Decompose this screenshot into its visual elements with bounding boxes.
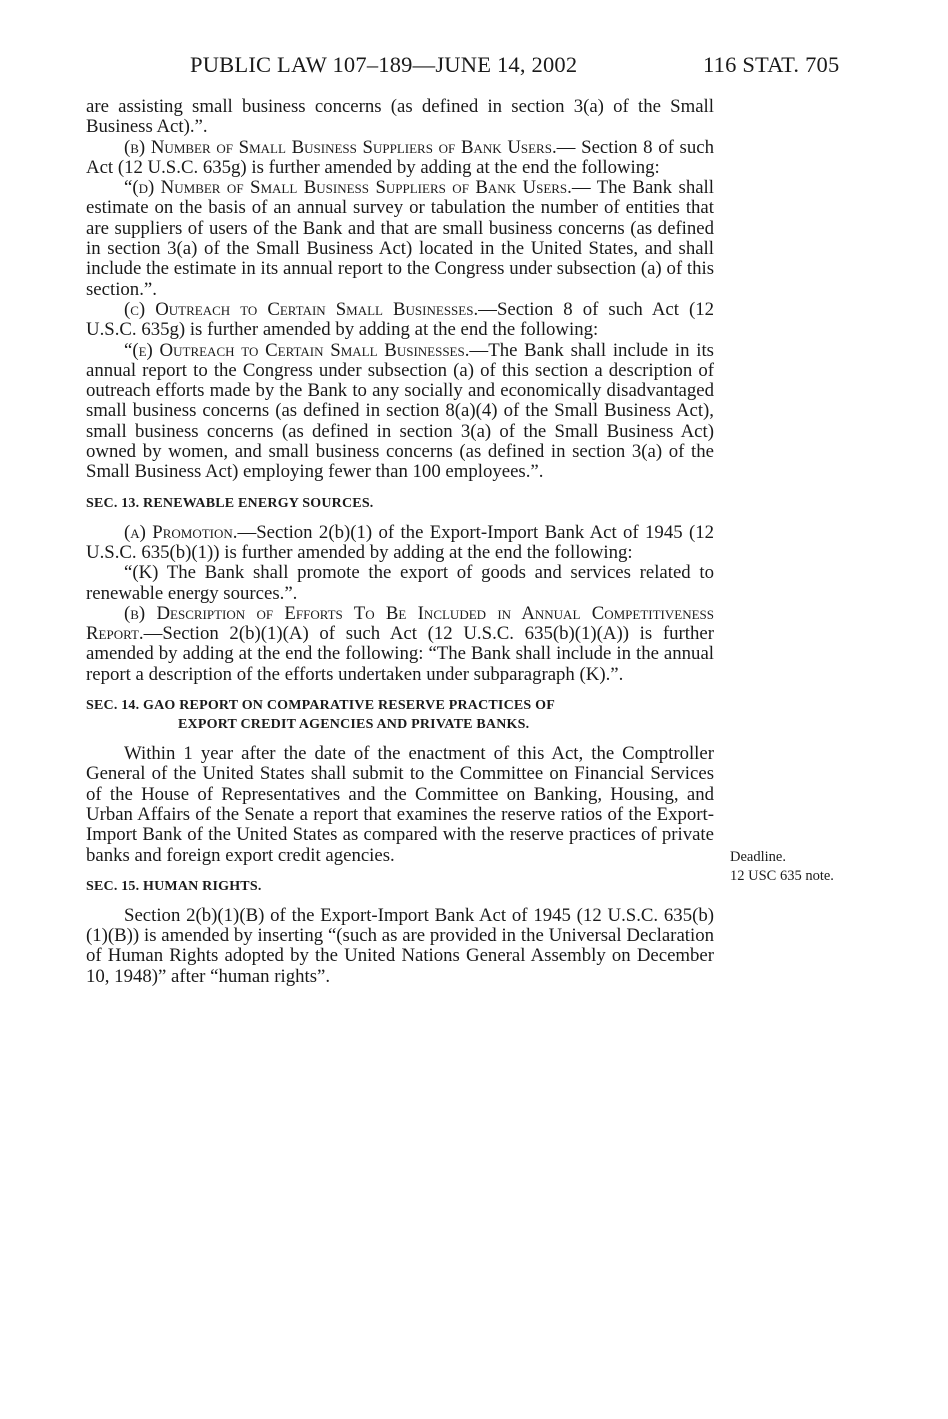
margin-notes xyxy=(730,848,930,886)
paragraph-human-rights: Section 2(b)(1)(B) of the Export-Import Bank Act of 1945 (12 U.S.C. 635(b)(1)(B)) is amended by inserting “(such as are provided in the Universal Declaration of Human Rights adopted by the United Nations General Assembly on December 10, 1948)” after “human rights”. xyxy=(86,904,714,987)
paragraph-b-description-of-efforts xyxy=(86,604,714,685)
paragraph-c-outreach xyxy=(86,300,714,341)
paragraph-text: Section 2(b)(1)(A) of such Act (12 U.S.C. 635(b)(1)(A)) is further amended by adding at the end the following: “The Bank shall include in the annual report a description of the efforts undertaken under subparagraph (K).”. xyxy=(86,623,714,685)
paragraph-continuation: are assisting small business concerns (as defined in section 3(a) of the Small Business Act).”. xyxy=(86,96,714,138)
section-13-heading: SEC. 13. RENEWABLE ENERGY SOURCES. xyxy=(86,495,374,511)
section-14-heading xyxy=(86,696,714,734)
paragraph-heading: (a) Promotion.— xyxy=(124,521,257,543)
paragraph-text: The Bank shall include in its annual report to the Congress under subsection (a) of this section a description of outreach efforts made by the Bank to any socially and economically disadvantaged small business concerns (as defined in section 8(a)(4) of the Small Business Act), small business concerns (as defined in section 3(a) of the Small Business Act) owned by women, and small business concerns (as defined in section 3(a) of the Small Business Act) employing fewer than 100 employees.”. xyxy=(86,339,714,483)
paragraph-text: Section 8 of such Act (12 U.S.C. 635g) is further amended by adding at the end the following: xyxy=(86,136,714,178)
margin-note-deadline: Deadline. xyxy=(730,849,786,865)
paragraph-k-renewable: “(K) The Bank shall promote the export of goods and services related to renewable energy sources.”. xyxy=(86,562,714,604)
paragraph-d-small-business-suppliers xyxy=(86,178,714,300)
paragraph-heading: (b) Number of Small Business Suppliers of Bank Users.— xyxy=(124,136,576,158)
margin-note-usc: 12 USC 635 note. xyxy=(730,868,834,884)
header-title: PUBLIC LAW 107–189—JUNE 14, 2002 xyxy=(190,52,578,77)
header-stat-page: 116 STAT. 705 xyxy=(703,52,840,77)
paragraph-heading: (b) Description of Efforts To Be Included in Annual Competitiveness Report.— xyxy=(86,602,714,645)
paragraph-text: The Bank shall estimate on the basis of an annual survey or tabulation the number of entities that are suppliers of users of the Bank and that are small business concerns (as defined in section 3(a) of the Small Business Act) located in the United States, and shall include the estimate in its annual report to the Congress under subsection (a) of this section.”. xyxy=(86,177,714,300)
spacer xyxy=(86,685,714,696)
paragraph-a-promotion xyxy=(86,523,714,564)
paragraph-heading: “(d) Number of Small Business Suppliers of Bank Users.— xyxy=(124,177,591,199)
paragraph-b-small-business-suppliers xyxy=(86,138,714,179)
spacer xyxy=(86,866,714,877)
running-header xyxy=(0,50,948,80)
section-15-heading: SEC. 15. HUMAN RIGHTS. xyxy=(86,878,262,894)
paragraph-heading: “(e) Outreach to Certain Small Businesses.— xyxy=(124,339,489,361)
paragraph-gao-report: Within 1 year after the date of the enactment of this Act, the Comptroller General of the United States shall submit to the Committee on Financial Services of the House of Representatives and the Committee on Banking, Housing, and Urban Affairs of the Senate a report that examines the reserve ratios of the Export-Import Bank of the United States as compared with the reserve practices of private banks and foreign export credit agencies. xyxy=(86,743,714,866)
paragraph-text: Section 2(b)(1) of the Export-Import Bank Act of 1945 (12 U.S.C. 635(b)(1)) is further amended by adding at the end the following: xyxy=(86,521,714,563)
section-14-heading-line1: SEC. 14. GAO REPORT ON COMPARATIVE RESERVE PRACTICES OF xyxy=(86,698,555,714)
main-text xyxy=(86,97,714,987)
section-14-heading-line2: EXPORT CREDIT AGENCIES AND PRIVATE BANKS. xyxy=(178,717,530,733)
paragraph-heading: (c) Outreach to Certain Small Businesses.— xyxy=(124,298,497,320)
spacer xyxy=(86,483,714,494)
paragraph-e-outreach xyxy=(86,341,714,483)
paragraph-text: Section 8 of such Act (12 U.S.C. 635g) is further amended by adding at the end the following: xyxy=(86,298,714,341)
